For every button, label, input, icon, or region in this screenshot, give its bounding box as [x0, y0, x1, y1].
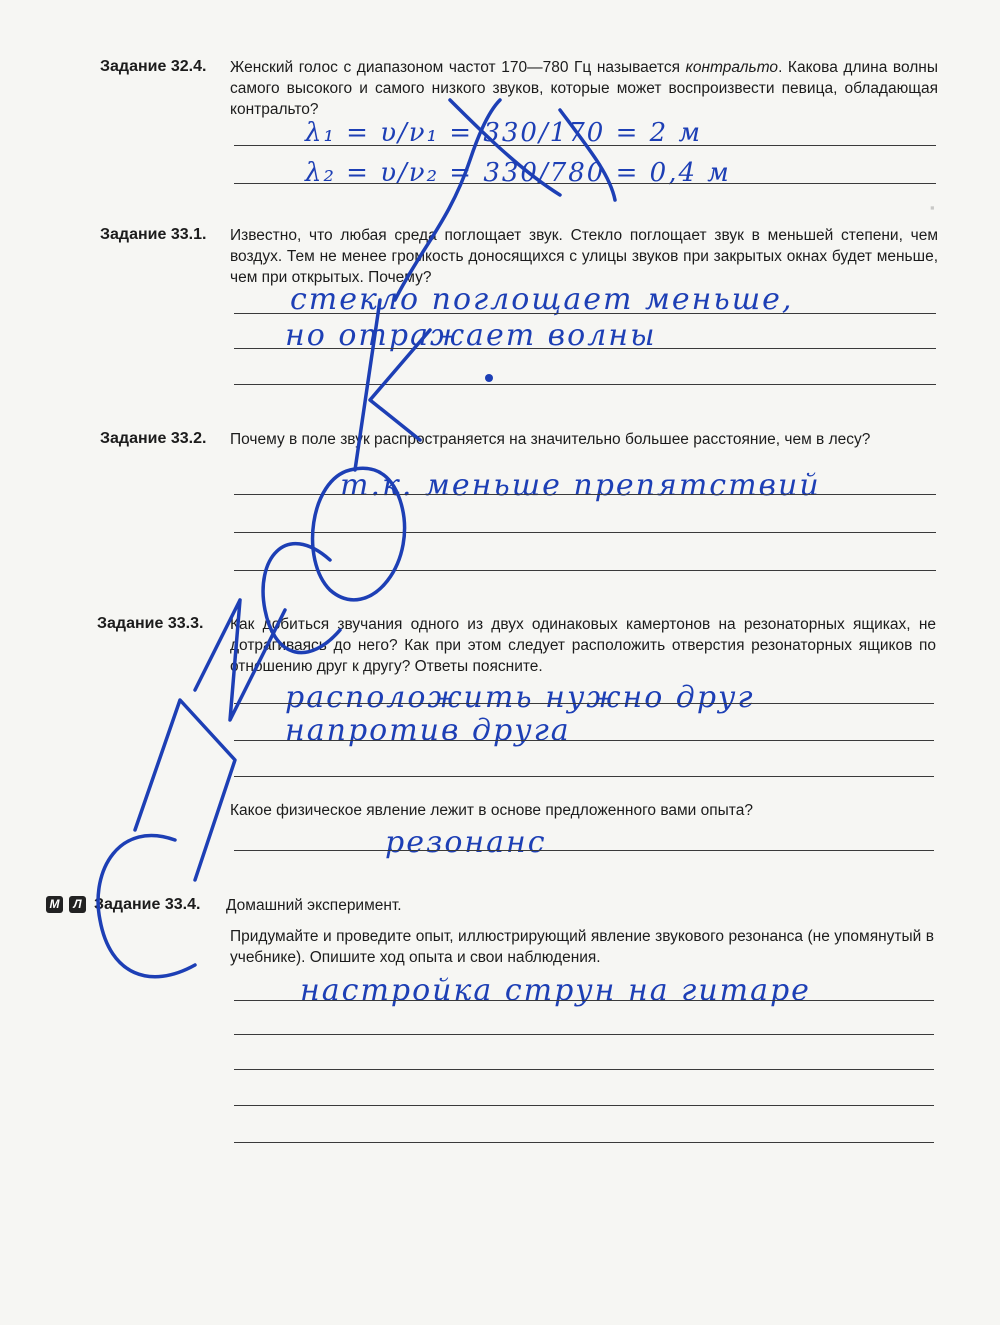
handwritten-formula-1: λ₁ = υ/ν₁ = 330/170 = 2 м — [305, 118, 703, 148]
answer-line — [234, 850, 934, 851]
answer-line — [234, 740, 934, 741]
answer-line — [234, 776, 934, 777]
answer-line — [234, 570, 936, 571]
handwritten-answer-2: напротив друга — [285, 713, 571, 748]
answer-line — [234, 145, 936, 146]
handwritten-answer-2: но отражает волны — [285, 318, 657, 353]
task-label: Задание 33.1. — [100, 226, 207, 243]
handwritten-answer-1: т.к. меньше препятствий — [340, 468, 821, 503]
scribble-letter-p — [135, 700, 235, 880]
answer-line — [234, 494, 936, 495]
task-subtitle: Домашний эксперимент. — [226, 897, 402, 914]
task-question-2: Какое физическое явление лежит в основе предложенного вами опыта? — [230, 802, 753, 819]
handwritten-answer-1: расположить нужно друг — [285, 680, 755, 715]
answer-line — [234, 532, 936, 533]
answer-line — [234, 1000, 934, 1001]
task-text: Как добиться звучания одного из двух одинаковых камертонов на резонаторных ящиках, не дотрагиваясь до него? Как при этом следует расположить отверстия резонаторных ящиков по отношению друг к другу? Ответы поясните. — [230, 616, 936, 675]
task-text: Женский голос с диапазоном частот 170—780 Гц называется контральто. Какова длина волны самого высокого и самого низкого звуков, которые может воспроизвести певица, обладающая контральто? — [230, 59, 938, 118]
answer-line — [234, 1142, 934, 1143]
answer-line — [234, 183, 936, 184]
task-text: Почему в поле звук распространяется на значительно большее расстояние, чем в лесу? — [230, 431, 871, 448]
task-label: Задание 32.4. — [100, 58, 207, 75]
answer-line — [234, 703, 934, 704]
answer-line — [234, 1069, 934, 1070]
badge-l-icon: Л — [69, 896, 86, 913]
handwritten-answer-1: стекло поглощает меньше, — [290, 282, 794, 317]
scribble-dot — [485, 374, 493, 382]
badge-m-icon: М — [46, 896, 63, 913]
answer-line — [234, 384, 936, 385]
answer-line — [234, 1034, 934, 1035]
task-text: Известно, что любая среда поглощает звук. Стекло поглощает звук в меньшей степени, чем воздух. Тем не менее громкость доносящихся с улицы звуков при закрытых окнах будет меньше, чем при открытых. Почему? — [230, 227, 938, 286]
answer-line — [234, 348, 936, 349]
handwritten-answer-1: настройка струн на гитаре — [300, 973, 811, 1008]
handwritten-answer-3: резонанс — [385, 825, 547, 860]
bleed-through: ▪ — [930, 200, 935, 215]
answer-line — [234, 313, 936, 314]
answer-line — [234, 1105, 934, 1106]
task-text: Придумайте и проведите опыт, иллюстрирующий явление звукового резонанса (не упомянутый в учебнике). Опишите ход опыта и свои наблюдения. — [230, 928, 934, 966]
task-label: Задание 33.3. — [97, 615, 204, 632]
handwritten-formula-2: λ₂ = υ/ν₂ = 330/780 = 0,4 м — [305, 158, 731, 188]
task-label: Задание 33.4. — [94, 896, 201, 913]
task-label: Задание 33.2. — [100, 430, 207, 447]
